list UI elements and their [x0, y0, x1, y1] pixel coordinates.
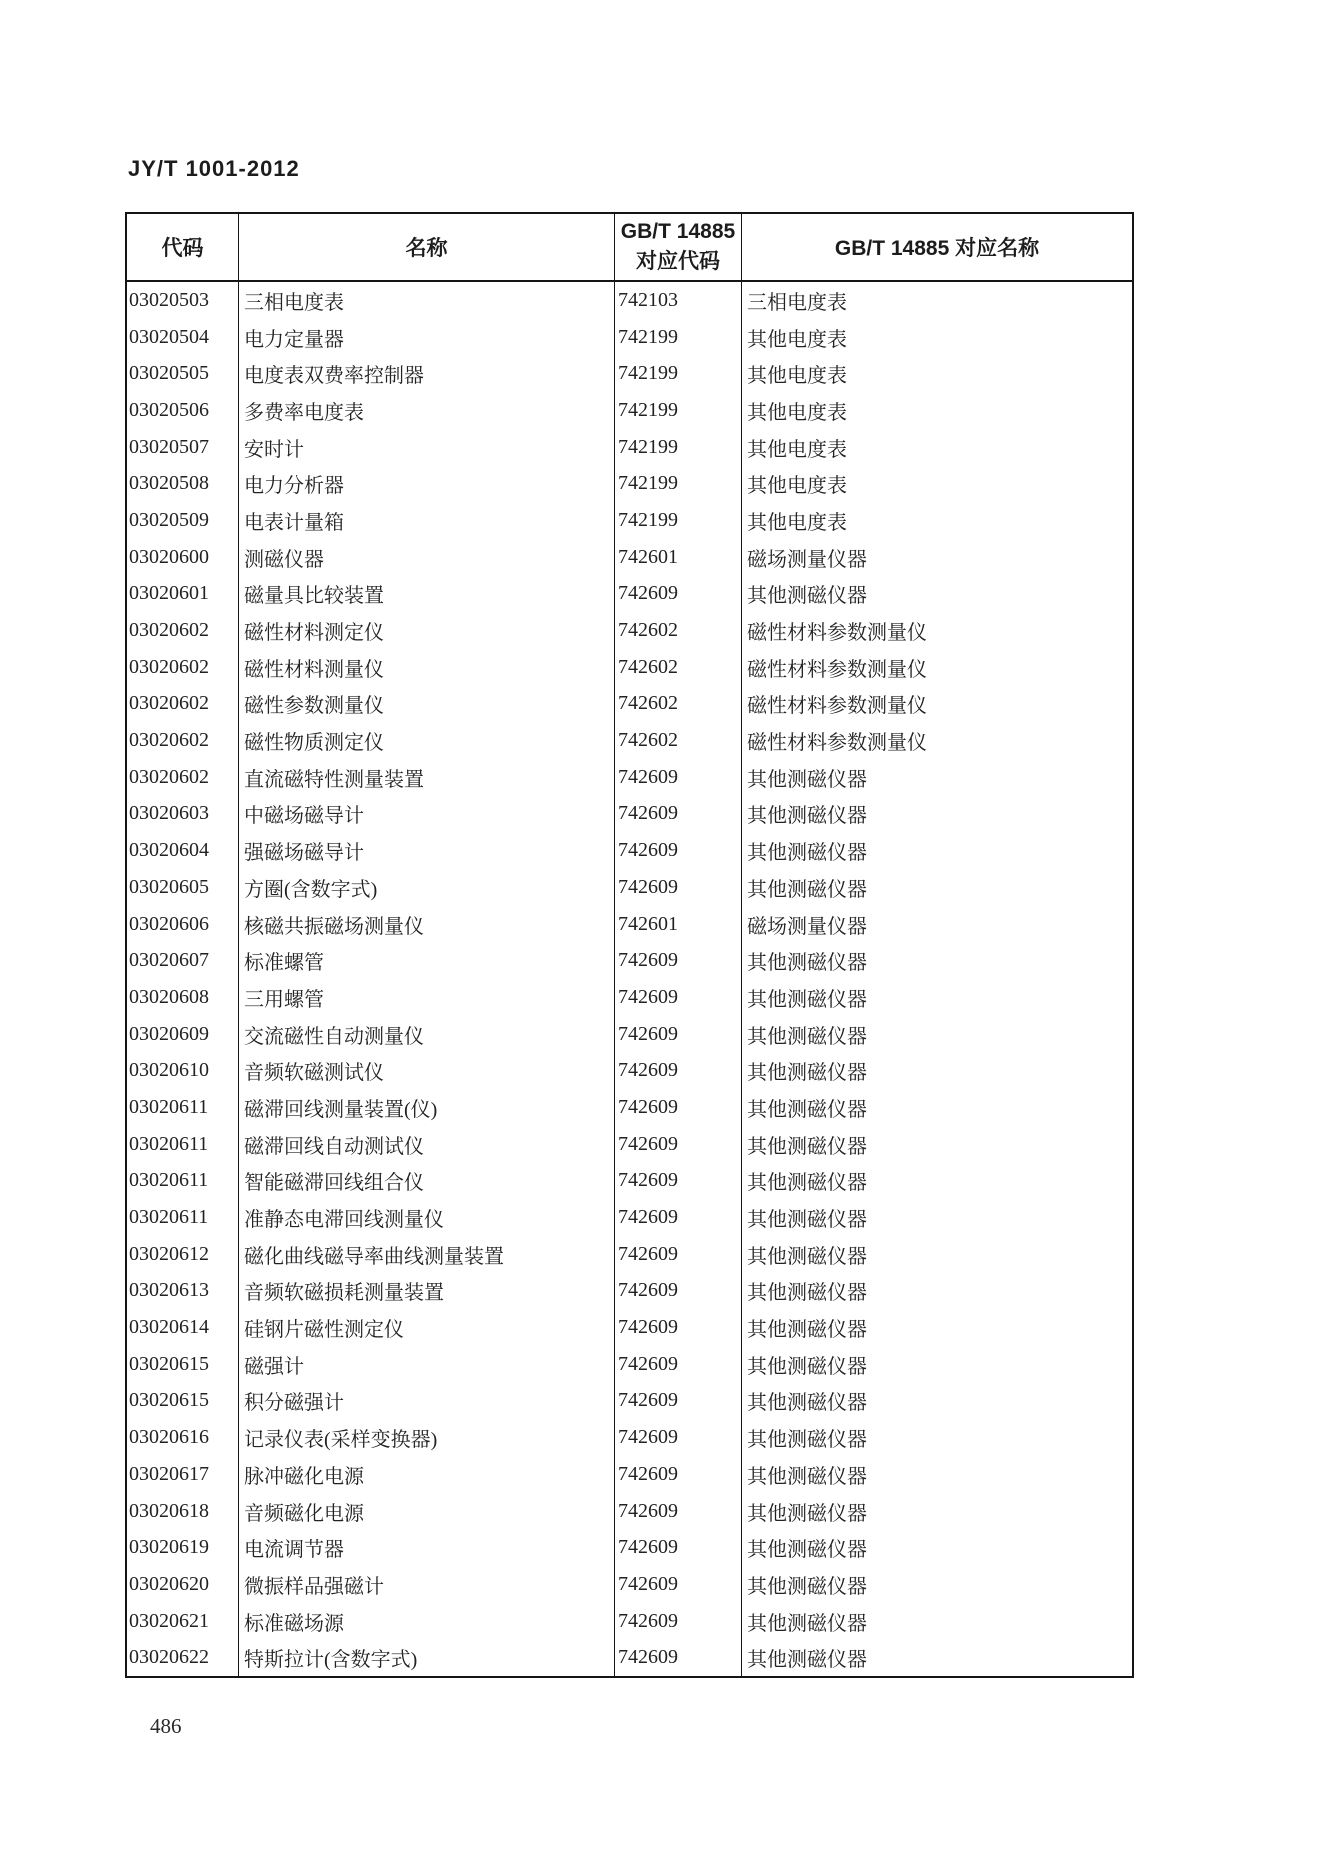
cell-code: 03020506	[127, 392, 239, 429]
cell-gbt-code: 742609	[615, 1566, 742, 1603]
cell-gbt-name: 其他测磁仪器	[747, 1098, 867, 1121]
cell-code: 03020604	[127, 832, 239, 869]
cell-code: 03020503	[127, 282, 239, 319]
table-row	[127, 1566, 1132, 1603]
table-row	[127, 1126, 1132, 1163]
cell-gbt-name: 磁性材料参数测量仪	[747, 695, 927, 718]
cell-gbt-code: 742602	[615, 722, 742, 759]
cell-code: 03020614	[127, 1309, 239, 1346]
table-row	[127, 355, 1132, 392]
cell-name: 磁性物质测定仪	[239, 722, 615, 759]
cell-gbt-name: 磁性材料参数测量仪	[747, 658, 927, 681]
cell-gbt-name: 其他测磁仪器	[747, 1392, 867, 1415]
table-row	[127, 1273, 1132, 1310]
cell-gbt-code: 742609	[615, 1309, 742, 1346]
cell-gbt-name: 其他测磁仪器	[747, 842, 867, 865]
table-row	[127, 1163, 1132, 1200]
cell-gbt-name: 其他电度表	[747, 365, 847, 388]
cell-gbt-code: 742609	[615, 1493, 742, 1530]
cell-gbt-code: 742609	[615, 1456, 742, 1493]
column-header-gbt-code-line1: GB/T 14885	[620, 220, 736, 243]
cell-code: 03020611	[127, 1126, 239, 1163]
cell-code: 03020607	[127, 942, 239, 979]
table-row	[127, 502, 1132, 539]
cell-code: 03020612	[127, 1236, 239, 1273]
cell-name: 标准磁场源	[239, 1603, 615, 1640]
cell-gbt-code: 742609	[615, 1199, 742, 1236]
table-row	[127, 429, 1132, 466]
cell-name: 微振样品强磁计	[239, 1566, 615, 1603]
cell-code: 03020505	[127, 355, 239, 392]
cell-name: 特斯拉计(含数字式)	[239, 1639, 615, 1676]
cell-name: 脉冲磁化电源	[239, 1456, 615, 1493]
cell-name: 磁性材料测量仪	[239, 649, 615, 686]
cell-gbt-code: 742609	[615, 1089, 742, 1126]
cell-name: 多费率电度表	[239, 392, 615, 429]
column-header-gbt-code	[615, 214, 742, 280]
table-row	[127, 649, 1132, 686]
cell-name: 测磁仪器	[239, 539, 615, 576]
cell-gbt-code: 742602	[615, 686, 742, 723]
table-row	[127, 1016, 1132, 1053]
cell-gbt-name: 其他测磁仪器	[747, 1465, 867, 1488]
cell-name: 磁量具比较装置	[239, 576, 615, 613]
cell-gbt-code: 742609	[615, 942, 742, 979]
cell-gbt-name: 其他电度表	[747, 401, 847, 424]
cell-gbt-name: 其他测磁仪器	[747, 1209, 867, 1232]
cell-name: 记录仪表(采样变换器)	[239, 1419, 615, 1456]
table-row	[127, 686, 1132, 723]
cell-gbt-name: 其他测磁仪器	[747, 1245, 867, 1268]
table-row	[127, 1236, 1132, 1273]
cell-code: 03020622	[127, 1639, 239, 1676]
table-row	[127, 1493, 1132, 1530]
cell-gbt-name: 磁场测量仪器	[747, 915, 867, 938]
cell-name: 智能磁滞回线组合仪	[239, 1163, 615, 1200]
cell-name: 安时计	[239, 429, 615, 466]
code-mapping-table	[125, 212, 1134, 1678]
cell-gbt-code: 742609	[615, 1273, 742, 1310]
cell-name: 积分磁强计	[239, 1383, 615, 1420]
table-header-row	[127, 214, 1132, 282]
table-row	[127, 1383, 1132, 1420]
cell-code: 03020618	[127, 1493, 239, 1530]
cell-gbt-name: 其他测磁仪器	[747, 1282, 867, 1305]
cell-name: 中磁场磁导计	[239, 796, 615, 833]
cell-name: 音频软磁测试仪	[239, 1052, 615, 1089]
table-row	[127, 979, 1132, 1016]
cell-code: 03020600	[127, 539, 239, 576]
cell-name: 磁滞回线自动测试仪	[239, 1126, 615, 1163]
cell-gbt-code: 742609	[615, 1383, 742, 1420]
cell-gbt-code: 742609	[615, 1016, 742, 1053]
table-row	[127, 539, 1132, 576]
cell-gbt-name: 其他测磁仪器	[747, 1319, 867, 1342]
table-row	[127, 1529, 1132, 1566]
table-row	[127, 1309, 1132, 1346]
cell-code: 03020609	[127, 1016, 239, 1053]
cell-gbt-code: 742609	[615, 1529, 742, 1566]
cell-gbt-name: 其他电度表	[747, 511, 847, 534]
cell-gbt-name: 其他电度表	[747, 328, 847, 351]
cell-gbt-code: 742609	[615, 1346, 742, 1383]
cell-code: 03020602	[127, 759, 239, 796]
cell-name: 核磁共振磁场测量仪	[239, 906, 615, 943]
cell-gbt-code: 742602	[615, 612, 742, 649]
cell-gbt-name: 其他测磁仪器	[747, 878, 867, 901]
cell-gbt-name: 其他测磁仪器	[747, 768, 867, 791]
cell-gbt-code: 742609	[615, 832, 742, 869]
cell-gbt-name: 其他测磁仪器	[747, 1539, 867, 1562]
cell-name: 电力定量器	[239, 319, 615, 356]
column-header-gbt-name: GB/T 14885 对应名称	[834, 237, 1040, 260]
cell-code: 03020611	[127, 1199, 239, 1236]
cell-gbt-name: 其他电度表	[747, 475, 847, 498]
cell-gbt-code: 742609	[615, 1603, 742, 1640]
cell-gbt-name: 其他测磁仪器	[747, 1575, 867, 1598]
cell-name: 硅钢片磁性测定仪	[239, 1309, 615, 1346]
cell-gbt-name: 磁场测量仪器	[747, 548, 867, 571]
table-row	[127, 1603, 1132, 1640]
cell-code: 03020608	[127, 979, 239, 1016]
cell-gbt-name: 其他测磁仪器	[747, 988, 867, 1011]
cell-code: 03020616	[127, 1419, 239, 1456]
cell-code: 03020507	[127, 429, 239, 466]
table-row	[127, 392, 1132, 429]
cell-name: 电度表双费率控制器	[239, 355, 615, 392]
cell-name: 方圈(含数字式)	[239, 869, 615, 906]
cell-name: 标准螺管	[239, 942, 615, 979]
table-row	[127, 612, 1132, 649]
cell-gbt-code: 742609	[615, 759, 742, 796]
cell-gbt-code: 742609	[615, 869, 742, 906]
cell-gbt-code: 742609	[615, 1419, 742, 1456]
cell-code: 03020504	[127, 319, 239, 356]
column-header-code: 代码	[127, 214, 239, 280]
cell-gbt-code: 742601	[615, 539, 742, 576]
cell-gbt-name: 其他测磁仪器	[747, 1062, 867, 1085]
cell-gbt-name: 其他测磁仪器	[747, 1135, 867, 1158]
cell-name: 电表计量箱	[239, 502, 615, 539]
cell-gbt-code: 742609	[615, 1052, 742, 1089]
cell-gbt-name: 磁性材料参数测量仪	[747, 732, 927, 755]
cell-name: 三相电度表	[239, 282, 615, 319]
table-row	[127, 942, 1132, 979]
cell-code: 03020610	[127, 1052, 239, 1089]
table-row	[127, 465, 1132, 502]
cell-code: 03020602	[127, 686, 239, 723]
cell-gbt-code: 742199	[615, 502, 742, 539]
cell-gbt-code: 742609	[615, 796, 742, 833]
cell-name: 准静态电滞回线测量仪	[239, 1199, 615, 1236]
cell-gbt-code: 742602	[615, 649, 742, 686]
table-row	[127, 906, 1132, 943]
table-row	[127, 1089, 1132, 1126]
cell-code: 03020620	[127, 1566, 239, 1603]
cell-code: 03020617	[127, 1456, 239, 1493]
document-title: JY/T 1001-2012	[128, 156, 300, 181]
cell-name: 磁滞回线测量装置(仪)	[239, 1089, 615, 1126]
cell-gbt-code: 742609	[615, 979, 742, 1016]
cell-code: 03020619	[127, 1529, 239, 1566]
cell-gbt-name: 其他测磁仪器	[747, 1502, 867, 1525]
cell-name: 音频磁化电源	[239, 1493, 615, 1530]
cell-gbt-code: 742199	[615, 465, 742, 502]
cell-gbt-name: 其他测磁仪器	[747, 1025, 867, 1048]
cell-gbt-code: 742199	[615, 355, 742, 392]
cell-name: 电流调节器	[239, 1529, 615, 1566]
cell-gbt-name: 其他测磁仪器	[747, 1172, 867, 1195]
table-body	[127, 282, 1132, 1676]
cell-code: 03020602	[127, 722, 239, 759]
cell-gbt-name: 三相电度表	[747, 291, 847, 314]
cell-gbt-name: 其他测磁仪器	[747, 1355, 867, 1378]
table-row	[127, 1199, 1132, 1236]
cell-code: 03020509	[127, 502, 239, 539]
cell-name: 交流磁性自动测量仪	[239, 1016, 615, 1053]
table-row	[127, 1419, 1132, 1456]
cell-code: 03020615	[127, 1383, 239, 1420]
cell-gbt-code: 742609	[615, 1163, 742, 1200]
cell-name: 磁强计	[239, 1346, 615, 1383]
cell-name: 电力分析器	[239, 465, 615, 502]
table-row	[127, 1346, 1132, 1383]
cell-gbt-code: 742609	[615, 1126, 742, 1163]
table-row	[127, 1639, 1132, 1676]
table-row	[127, 796, 1132, 833]
cell-name: 直流磁特性测量装置	[239, 759, 615, 796]
cell-gbt-code: 742609	[615, 576, 742, 613]
table-row	[127, 1052, 1132, 1089]
cell-gbt-code: 742601	[615, 906, 742, 943]
cell-code: 03020611	[127, 1089, 239, 1126]
column-header-gbt-code-line2: 对应代码	[636, 250, 720, 273]
cell-gbt-name: 其他测磁仪器	[747, 1649, 867, 1672]
cell-code: 03020611	[127, 1163, 239, 1200]
cell-gbt-name: 其他测磁仪器	[747, 1612, 867, 1635]
table-row	[127, 1456, 1132, 1493]
cell-name: 音频软磁损耗测量装置	[239, 1273, 615, 1310]
table-row	[127, 722, 1132, 759]
column-header-name: 名称	[239, 214, 615, 280]
table-row	[127, 832, 1132, 869]
cell-gbt-code: 742103	[615, 282, 742, 319]
cell-gbt-code: 742199	[615, 319, 742, 356]
cell-gbt-code: 742199	[615, 429, 742, 466]
cell-code: 03020602	[127, 612, 239, 649]
cell-code: 03020605	[127, 869, 239, 906]
cell-code: 03020606	[127, 906, 239, 943]
cell-code: 03020602	[127, 649, 239, 686]
table-row	[127, 576, 1132, 613]
cell-code: 03020603	[127, 796, 239, 833]
page-number: 486	[150, 1714, 182, 1738]
cell-gbt-name: 其他电度表	[747, 438, 847, 461]
cell-name: 强磁场磁导计	[239, 832, 615, 869]
cell-code: 03020601	[127, 576, 239, 613]
cell-code: 03020508	[127, 465, 239, 502]
cell-name: 磁性参数测量仪	[239, 686, 615, 723]
cell-gbt-name: 其他测磁仪器	[747, 1429, 867, 1452]
cell-gbt-name: 其他测磁仪器	[747, 805, 867, 828]
table-row	[127, 282, 1132, 319]
table-row	[127, 759, 1132, 796]
cell-code: 03020615	[127, 1346, 239, 1383]
cell-gbt-name: 其他测磁仪器	[747, 952, 867, 975]
cell-gbt-code: 742199	[615, 392, 742, 429]
table-row	[127, 319, 1132, 356]
cell-code: 03020613	[127, 1273, 239, 1310]
cell-gbt-name: 磁性材料参数测量仪	[747, 622, 927, 645]
cell-gbt-code: 742609	[615, 1639, 742, 1676]
cell-gbt-name: 其他测磁仪器	[747, 585, 867, 608]
cell-name: 磁性材料测定仪	[239, 612, 615, 649]
cell-name: 磁化曲线磁导率曲线测量装置	[239, 1236, 615, 1273]
cell-name: 三用螺管	[239, 979, 615, 1016]
cell-gbt-code: 742609	[615, 1236, 742, 1273]
cell-code: 03020621	[127, 1603, 239, 1640]
table-row	[127, 869, 1132, 906]
